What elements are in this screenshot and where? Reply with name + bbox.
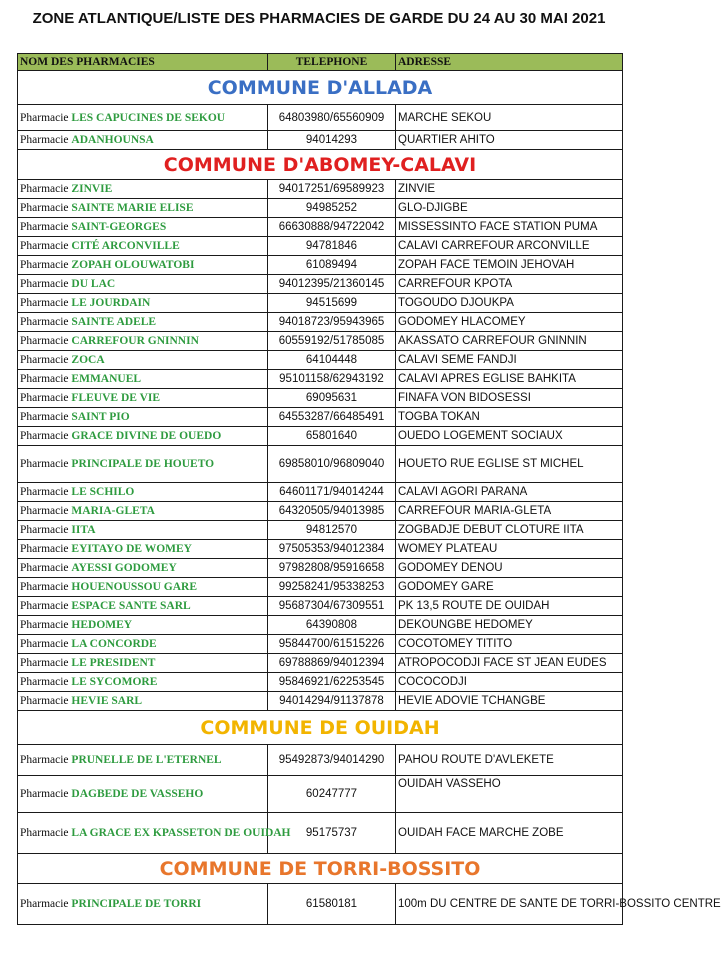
pharmacy-name: LES CAPUCINES DE SEKOU [71,111,226,124]
pharmacy-name-cell [18,427,268,446]
table-row [18,131,623,150]
pharmacy-address: CALAVI SEME FANDJI [396,351,623,370]
pharmacy-name: CARREFOUR GNINNIN [71,335,199,347]
table-row [18,540,623,559]
pharmacy-name: AYESSI GODOMEY [71,562,177,574]
pharmacy-name: EYITAYO DE WOMEY [71,543,192,555]
pharmacy-prefix: Pharmacie [20,354,69,366]
pharmacy-phone: 97505353/94012384 [268,540,396,559]
pharmacy-phone: 69095631 [268,389,396,408]
pharmacy-address: CALAVI CARREFOUR ARCONVILLE [396,237,623,256]
pharmacy-phone: 95687304/67309551 [268,597,396,616]
pharmacy-prefix: Pharmacie [20,505,69,517]
pharmacy-address: GLO-DJIGBE [396,199,623,218]
pharmacy-prefix: Pharmacie [20,202,69,214]
pharmacy-name-cell [18,654,268,673]
pharmacy-name: CITÉ ARCONVILLE [71,240,180,252]
pharmacy-address: OUIDAH FACE MARCHE ZOBE [396,813,623,854]
pharmacy-address: COCOTOMEY TITITO [396,635,623,654]
pharmacy-prefix: Pharmacie [20,486,69,498]
pharmacy-name-cell [18,597,268,616]
pharmacy-phone: 60247777 [268,776,396,813]
table-row [18,776,623,813]
pharmacy-name-cell [18,370,268,389]
table-row [18,256,623,275]
pharmacy-prefix: Pharmacie [20,676,69,688]
pharmacy-address: CALAVI APRES EGLISE BAHKITA [396,370,623,389]
pharmacy-prefix: Pharmacie [20,657,69,669]
pharmacy-prefix: Pharmacie [20,600,69,612]
pharmacy-phone: 95846921/62253545 [268,673,396,692]
table-row [18,559,623,578]
pharmacy-name: ADANHOUNSA [71,134,154,146]
pharmacy-name: SAINTE MARIE ELISE [71,202,194,214]
pharmacy-name-cell [18,540,268,559]
pharmacy-prefix: Pharmacie [20,619,69,631]
pharmacy-prefix: Pharmacie [20,316,69,328]
pharmacy-name: LE SCHILO [71,486,135,498]
pharmacy-address: MISSESSINTO FACE STATION PUMA [396,218,623,237]
pharmacy-address: CALAVI AGORI PARANA [396,483,623,502]
table-row [18,408,623,427]
table-row [18,635,623,654]
table-row [18,332,623,351]
table-row [18,673,623,692]
pharmacy-prefix: Pharmacie [20,543,69,555]
pharmacy-name-cell [18,389,268,408]
pharmacy-name: ZINVIE [71,183,113,195]
table-row [18,692,623,711]
pharmacy-name: PRUNELLE DE L'ETERNEL [71,754,222,766]
pharmacy-phone: 94985252 [268,199,396,218]
pharmacy-name-cell [18,105,268,131]
pharmacy-phone: 69788869/94012394 [268,654,396,673]
pharmacy-name-cell [18,294,268,313]
pharmacy-phone: 69858010/96809040 [268,446,396,483]
pharmacy-name: ESPACE SANTE SARL [71,600,191,612]
pharmacy-phone: 99258241/95338253 [268,578,396,597]
pharmacy-prefix: Pharmacie [20,562,69,574]
table-row [18,654,623,673]
pharmacy-phone: 61089494 [268,256,396,275]
table-row [18,313,623,332]
pharmacy-phone: 95175737 [268,813,396,854]
commune-header-row [18,150,623,180]
pharmacy-address: TOGBA TOKAN [396,408,623,427]
pharmacy-prefix: Pharmacie [20,259,69,271]
pharmacy-prefix: Pharmacie [20,524,69,536]
pharmacy-name: PRINCIPALE DE HOUETO [71,458,215,470]
pharmacy-prefix: Pharmacie [20,788,69,800]
pharmacy-address: CARREFOUR MARIA-GLETA [396,502,623,521]
commune-header-row [18,711,623,745]
pharmacy-name: ZOCA [71,354,105,366]
pharmacy-prefix: Pharmacie [20,278,69,290]
pharmacy-name: PRINCIPALE DE TORRI [71,898,202,910]
pharmacy-name-cell [18,332,268,351]
pharmacy-phone: 64104448 [268,351,396,370]
pharmacy-address: WOMEY PLATEAU [396,540,623,559]
pharmacy-address: MARCHE SEKOU [396,105,623,131]
pharmacy-prefix: Pharmacie [20,695,69,707]
pharmacy-address: HOUETO RUE EGLISE ST MICHEL [396,446,623,483]
pharmacy-prefix: Pharmacie [20,221,69,233]
pharmacy-address: TOGOUDO DJOUKPA [396,294,623,313]
pharmacy-name: SAINT-GEORGES [71,221,167,233]
table-row [18,180,623,199]
pharmacy-name: HOUENOUSSOU GARE [71,581,197,593]
table-row [18,427,623,446]
pharmacy-phone: 65801640 [268,427,396,446]
pharmacy-address: PAHOU ROUTE D'AVLEKETE [396,745,623,776]
table-row [18,597,623,616]
table-row [18,578,623,597]
commune-title: COMMUNE D'ALLADA [18,71,623,105]
pharmacy-prefix: Pharmacie [20,240,69,252]
table-header-row [18,54,623,71]
pharmacy-phone: 64320505/94013985 [268,502,396,521]
pharmacy-prefix: Pharmacie [20,458,69,470]
table-row [18,218,623,237]
commune-header-row [18,854,623,884]
pharmacy-phone: 94515699 [268,294,396,313]
pharmacy-phone: 97982808/95916658 [268,559,396,578]
pharmacy-name-cell [18,218,268,237]
pharmacy-name-cell [18,745,268,776]
pharmacy-phone: 94017251/69589923 [268,180,396,199]
pharmacy-phone: 94012395/21360145 [268,275,396,294]
pharmacy-name-cell [18,408,268,427]
commune-title: COMMUNE DE TORRI-BOSSITO [18,854,623,884]
commune-header-row [18,71,623,105]
pharmacy-name-cell [18,313,268,332]
pharmacy-address: COCOCODJI [396,673,623,692]
pharmacy-name-cell [18,578,268,597]
pharmacy-name-cell [18,776,268,813]
pharmacy-address: ZOPAH FACE TEMOIN JEHOVAH [396,256,623,275]
pharmacy-name: LE JOURDAIN [71,297,151,309]
pharmacy-phone: 64803980/65560909 [268,105,396,131]
pharmacy-address: PK 13,5 ROUTE DE OUIDAH [396,597,623,616]
pharmacy-prefix: Pharmacie [20,335,69,347]
pharmacy-name: LE PRESIDENT [71,657,156,669]
pharmacy-phone: 60559192/51785085 [268,332,396,351]
pharmacy-phone: 94014293 [268,131,396,150]
pharmacy-name-cell [18,446,268,483]
pharmacy-prefix: Pharmacie [20,638,69,650]
pharmacy-prefix: Pharmacie [20,430,69,442]
pharmacy-address: OUEDO LOGEMENT SOCIAUX [396,427,623,446]
table-row [18,745,623,776]
pharmacy-prefix: Pharmacie [20,898,69,910]
pharmacy-prefix: Pharmacie [20,297,69,309]
pharmacy-prefix: Pharmacie [20,183,69,195]
pharmacy-address: ATROPOCODJI FACE ST JEAN EUDES [396,654,623,673]
pharmacy-phone: 61580181 [268,884,396,925]
table-row [18,237,623,256]
pharmacy-prefix: Pharmacie [20,134,69,146]
table-row [18,370,623,389]
commune-title: COMMUNE DE OUIDAH [18,711,623,745]
table-row [18,199,623,218]
pharmacy-address: FINAFA VON BIDOSESSI [396,389,623,408]
pharmacy-name-cell [18,635,268,654]
pharmacy-name: LA GRACE EX KPASSETON DE OUIDAH [71,827,291,839]
pharmacy-address: GODOMEY DENOU [396,559,623,578]
pharmacy-name-cell [18,884,268,925]
pharmacy-name-cell [18,502,268,521]
pharmacy-name: HEDOMEY [71,619,133,631]
pharmacy-phone: 95492873/94014290 [268,745,396,776]
pharmacy-name: HEVIE SARL [71,695,143,707]
header-name: NOM DES PHARMACIES [18,54,268,71]
table-body [18,71,721,925]
pharmacy-prefix: Pharmacie [20,581,69,593]
pharmacy-name-cell [18,237,268,256]
pharmacy-address: QUARTIER AHITO [396,131,623,150]
pharmacy-name-cell [18,131,268,150]
pharmacy-table [17,53,721,925]
pharmacy-address: HEVIE ADOVIE TCHANGBE [396,692,623,711]
pharmacy-phone: 95844700/61515226 [268,635,396,654]
pharmacy-phone: 66630888/94722042 [268,218,396,237]
table-row [18,616,623,635]
pharmacy-name: EMMANUEL [71,373,142,385]
pharmacy-name-cell [18,673,268,692]
header-address: ADRESSE [396,54,623,71]
pharmacy-phone: 64390808 [268,616,396,635]
pharmacy-name: IITA [71,524,96,536]
table-row [18,521,623,540]
pharmacy-address: CARREFOUR KPOTA [396,275,623,294]
pharmacy-address: 100m DU CENTRE DE SANTE DE TORRI-BOSSITO CENTRE [396,884,623,925]
pharmacy-phone: 64601171/94014244 [268,483,396,502]
pharmacy-name: FLEUVE DE VIE [71,392,161,404]
table-row [18,351,623,370]
pharmacy-prefix: Pharmacie [20,111,69,124]
page-title: ZONE ATLANTIQUE/LISTE DES PHARMACIES DE GARDE DU 24 AU 30 MAI 2021 [32,10,606,27]
pharmacy-name-cell [18,483,268,502]
table-row [18,275,623,294]
pharmacy-name: ZOPAH OLOUWATOBI [71,259,195,271]
pharmacy-prefix: Pharmacie [20,411,69,423]
pharmacy-address: AKASSATO CARREFOUR GNINNIN [396,332,623,351]
pharmacy-name: DAGBEDE DE VASSEHO [71,788,204,800]
table-row [18,884,623,925]
pharmacy-phone: 64553287/66485491 [268,408,396,427]
pharmacy-phone: 94812570 [268,521,396,540]
pharmacy-name: LE SYCOMORE [71,676,158,688]
table-row [18,105,623,131]
table-row [18,483,623,502]
table-row [18,389,623,408]
pharmacy-name-cell [18,351,268,370]
pharmacy-prefix: Pharmacie [20,754,69,766]
pharmacy-name-cell [18,521,268,540]
pharmacy-name: DU LAC [71,278,116,290]
table-row [18,502,623,521]
pharmacy-name-cell [18,199,268,218]
header-phone: TELEPHONE [268,54,396,71]
pharmacy-name-cell [18,813,291,854]
pharmacy-address: GODOMEY HLACOMEY [396,313,623,332]
pharmacy-name: LA CONCORDE [71,638,157,650]
pharmacy-name: SAINTE ADELE [71,316,157,328]
commune-title: COMMUNE D'ABOMEY-CALAVI [18,150,623,180]
pharmacy-name-cell [18,559,268,578]
table-row [18,446,623,483]
pharmacy-name-cell [18,180,268,199]
pharmacy-name-cell [18,256,268,275]
pharmacy-address: GODOMEY GARE [396,578,623,597]
pharmacy-address: ZOGBADJE DEBUT CLOTURE IITA [396,521,623,540]
pharmacy-prefix: Pharmacie [20,392,69,404]
pharmacy-phone: 94781846 [268,237,396,256]
pharmacy-phone: 95101158/62943192 [268,370,396,389]
pharmacy-prefix: Pharmacie [20,827,69,839]
pharmacy-prefix: Pharmacie [20,373,69,385]
pharmacy-name-cell [18,275,268,294]
pharmacy-name-cell [18,692,268,711]
pharmacy-address: OUIDAH VASSEHO [396,776,623,813]
pharmacy-phone: 94014294/91137878 [268,692,396,711]
table-row [18,294,623,313]
pharmacy-name: MARIA-GLETA [71,505,155,517]
pharmacy-phone: 94018723/95943965 [268,313,396,332]
pharmacy-address: DEKOUNGBE HEDOMEY [396,616,623,635]
pharmacy-name-cell [18,616,268,635]
table-row [18,813,623,854]
pharmacy-address: ZINVIE [396,180,623,199]
pharmacy-name: SAINT PIO [71,411,130,423]
pharmacy-name: GRACE DIVINE DE OUEDO [71,430,222,442]
